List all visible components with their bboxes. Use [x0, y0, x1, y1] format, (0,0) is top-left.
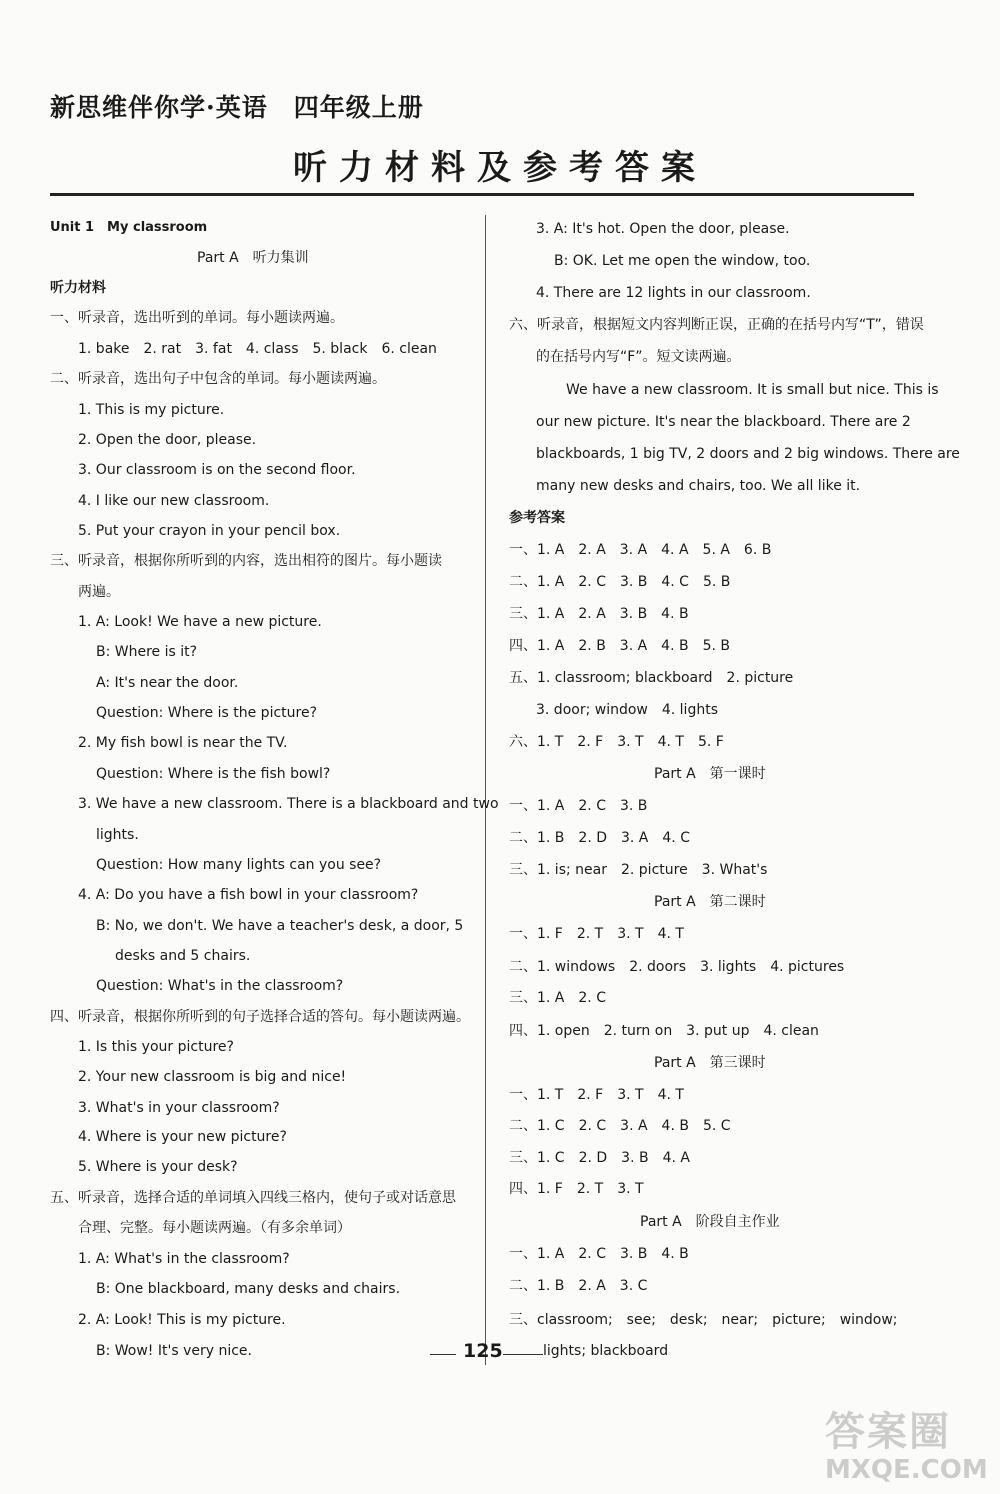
text-line: B: OK. Let me open the window, too. [554, 253, 811, 269]
text-line: 4. I like our new classroom. [78, 493, 270, 509]
text-line: 5. Where is your desk? [78, 1159, 238, 1175]
text-line: Question: How many lights can you see? [96, 857, 382, 873]
text-line: A: It's near the door. [96, 675, 239, 691]
text-line: Question: Where is the picture? [96, 705, 318, 721]
text-line: 5. Put your crayon in your pencil box. [78, 523, 341, 539]
page-title: 听力材料及参考答案 [293, 148, 707, 188]
text-line: 2. My fish bowl is near the TV. [78, 735, 288, 751]
section-heading: Part A 第一课时 [654, 766, 766, 782]
answer-line: 四、1. A 2. B 3. A 4. B 5. B [509, 638, 731, 654]
text-line: 1. A: Look! We have a new picture. [78, 614, 322, 630]
answer-line: 二、1. windows 2. doors 3. lights 4. pictures [509, 959, 845, 975]
page-number-rule-left [430, 1354, 456, 1355]
watermark-bottom-text: MXQE.COM [825, 1455, 988, 1485]
section-heading: Part A 听力集训 [197, 250, 309, 266]
subsection-heading: 听力材料 [50, 280, 106, 296]
section-heading: Part A 第二课时 [654, 894, 766, 910]
text-line: Question: What's in the classroom? [96, 978, 344, 994]
book-title: 新思维伴你学·英语 四年级上册 [50, 93, 424, 122]
text-line: 二、听录音，选出句子中包含的单词。每小题读两遍。 [50, 371, 386, 387]
text-line: 1. bake 2. rat 3. fat 4. class 5. black 6. clean [78, 341, 437, 357]
page-number: 125 [463, 1340, 503, 1362]
answer-line: 五、1. classroom; blackboard 2. picture [509, 670, 794, 686]
text-line: lights. [96, 827, 139, 843]
text-line: 1. Is this your picture? [78, 1039, 234, 1055]
watermark-logo [820, 1400, 995, 1490]
text-line: blackboards, 1 big TV, 2 doors and 2 big windows. There are [536, 446, 960, 462]
subsection-heading: 参考答案 [509, 510, 565, 526]
title-divider [50, 193, 914, 196]
answer-line: 一、1. T 2. F 3. T 4. T [509, 1087, 684, 1103]
answer-line: 二、1. B 2. D 3. A 4. C [509, 830, 690, 846]
answer-line: 一、1. A 2. C 3. B [509, 798, 648, 814]
answer-line: 二、1. C 2. C 3. A 4. B 5. C [509, 1118, 731, 1134]
answer-line: 一、1. F 2. T 3. T 4. T [509, 926, 684, 942]
text-line: 的在括号内写“F”。短文读两遍。 [536, 349, 741, 365]
answer-line: 三、1. C 2. D 3. B 4. A [509, 1150, 690, 1166]
text-line: B: No, we don't. We have a teacher's desk, a door, 5 [96, 918, 464, 934]
text-line: 一、听录音，选出听到的单词。每小题读两遍。 [50, 310, 344, 326]
answer-line: 四、1. open 2. turn on 3. put up 4. clean [509, 1023, 819, 1039]
text-line: 2. Your new classroom is big and nice! [78, 1069, 347, 1085]
text-line: 4. There are 12 lights in our classroom. [536, 285, 811, 301]
unit-heading: Unit 1 My classroom [50, 220, 208, 235]
answer-line: 三、1. A 2. C [509, 990, 606, 1006]
text-line: 四、听录音，根据你所听到的句子选择合适的答句。每小题读两遍。 [50, 1009, 470, 1025]
page-number-rule-right [503, 1354, 543, 1355]
answer-line: 四、1. F 2. T 3. T [509, 1181, 644, 1197]
text-line: our new picture. It's near the blackboard. There are 2 [536, 414, 911, 430]
text-line: We have a new classroom. It is small but nice. This is [566, 382, 939, 398]
answer-line: lights; blackboard [543, 1343, 669, 1359]
text-line: 3. We have a new classroom. There is a blackboard and two [78, 796, 499, 812]
text-line: 三、听录音，根据你所听到的内容，选出相符的图片。每小题读 [50, 553, 442, 569]
answer-line: 二、1. A 2. C 3. B 4. C 5. B [509, 574, 731, 590]
text-line: 2. Open the door, please. [78, 432, 257, 448]
answer-line: 三、1. is; near 2. picture 3. What's [509, 862, 768, 878]
text-line: 1. This is my picture. [78, 402, 225, 418]
answer-line: 三、classroom; see; desk; near; picture; window; [509, 1312, 898, 1328]
text-line: 3. What's in your classroom? [78, 1100, 280, 1116]
text-line: B: Wow! It's very nice. [96, 1343, 252, 1359]
answer-line: 二、1. B 2. A 3. C [509, 1278, 648, 1294]
text-line: Question: Where is the fish bowl? [96, 766, 331, 782]
watermark-top-text: 答案圈 [825, 1409, 951, 1455]
text-line: 3. Our classroom is on the second floor. [78, 462, 356, 478]
text-line: 2. A: Look! This is my picture. [78, 1312, 286, 1328]
answer-line: 六、1. T 2. F 3. T 4. T 5. F [509, 734, 724, 750]
text-line: B: One blackboard, many desks and chairs. [96, 1281, 401, 1297]
text-line: 两遍。 [78, 584, 120, 600]
text-line: B: Where is it? [96, 644, 198, 660]
section-heading: Part A 第三课时 [654, 1055, 766, 1071]
text-line: desks and 5 chairs. [115, 948, 251, 964]
answer-line: 一、1. A 2. A 3. A 4. A 5. A 6. B [509, 542, 772, 558]
answer-line: 三、1. A 2. A 3. B 4. B [509, 606, 689, 622]
text-line: many new desks and chairs, too. We all like it. [536, 478, 861, 494]
text-line: 1. A: What's in the classroom? [78, 1251, 290, 1267]
text-line: 五、听录音，选择合适的单词填入四线三格内，使句子或对话意思 [50, 1190, 456, 1206]
text-line: 合理、完整。每小题读两遍。（有多余单词） [78, 1220, 351, 1236]
column-divider [485, 215, 486, 1365]
text-line: 3. A: It's hot. Open the door, please. [536, 221, 790, 237]
answer-line: 一、1. A 2. C 3. B 4. B [509, 1246, 689, 1262]
text-line: 六、听录音，根据短文内容判断正误，正确的在括号内写“T”，错误 [509, 317, 924, 333]
text-line: 4. Where is your new picture? [78, 1129, 287, 1145]
text-line: 4. A: Do you have a fish bowl in your classroom? [78, 887, 419, 903]
answer-line: 3. door; window 4. lights [536, 702, 718, 718]
section-heading: Part A 阶段自主作业 [640, 1214, 780, 1230]
